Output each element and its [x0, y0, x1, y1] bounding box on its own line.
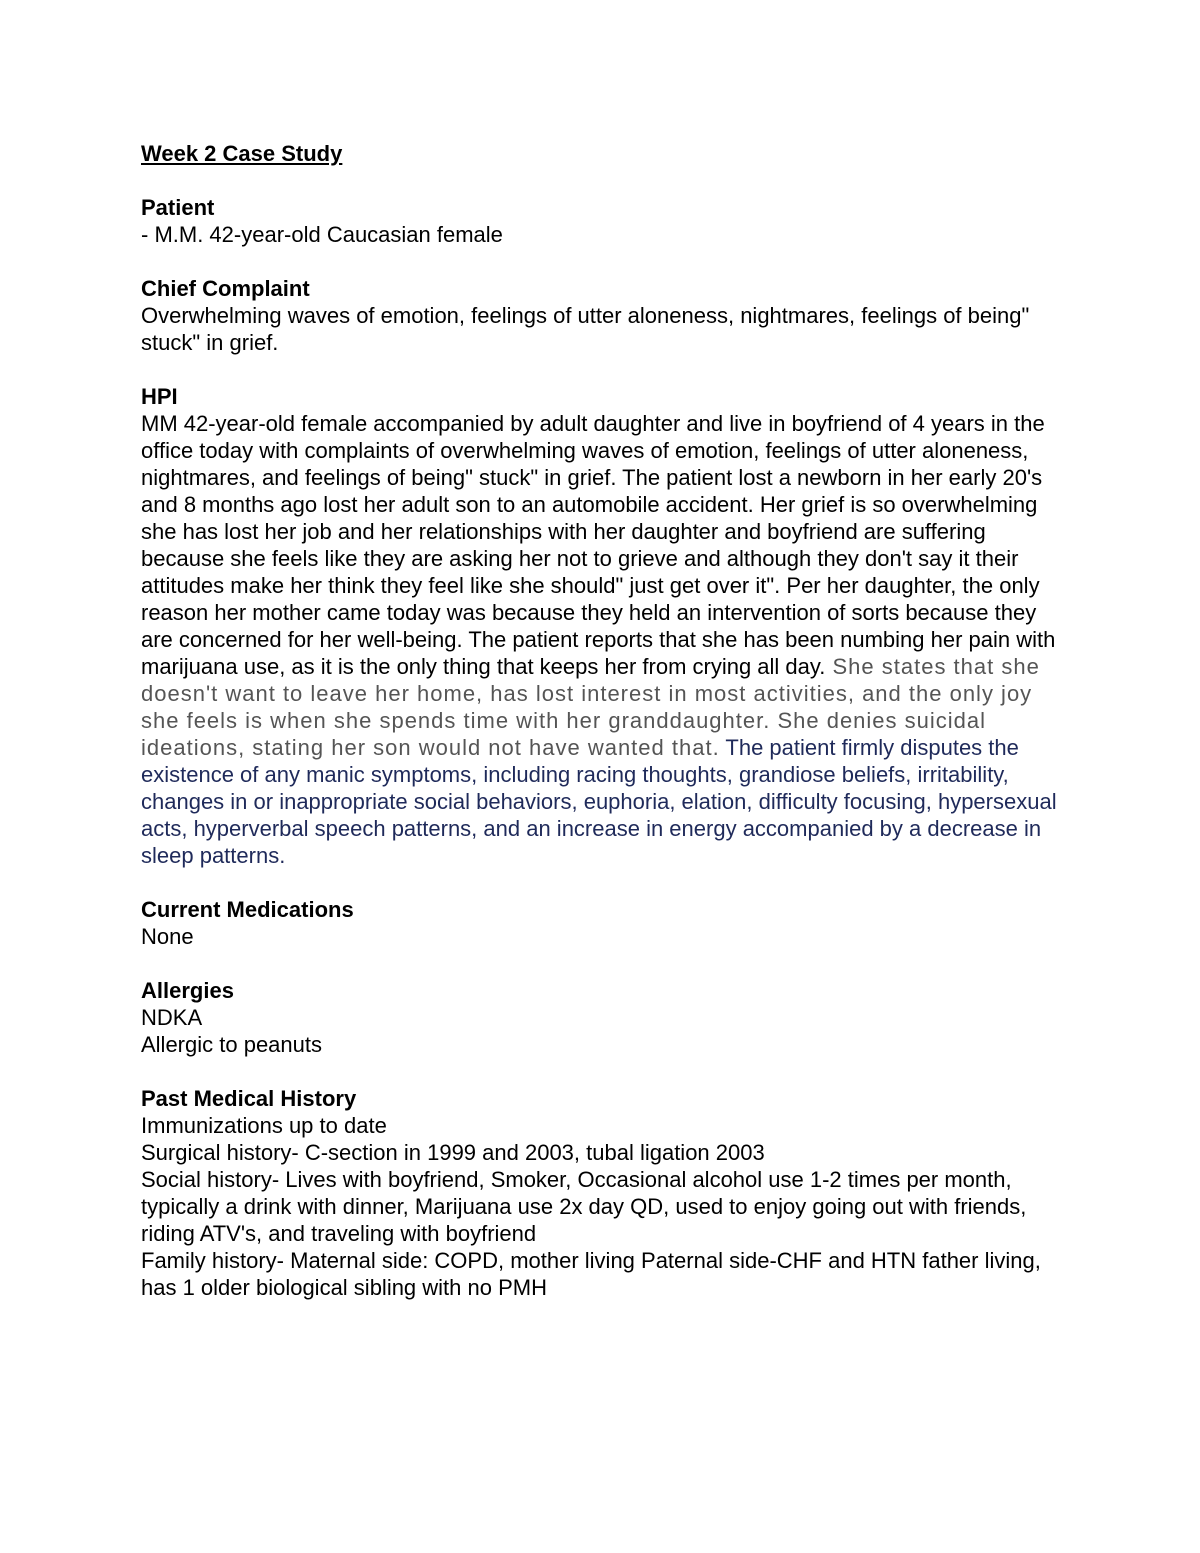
- hpi-body: [141, 410, 1071, 869]
- immunizations-line: Immunizations up to date: [141, 1113, 387, 1138]
- current-medications-section: [141, 896, 1071, 950]
- social-history-line: Social history- Lives with boyfriend, Smoker, Occasional alcohol use 1-2 times per month, typically a drink with dinner, Marijuana use 2x day QD, used to enjoy going out with friends, riding ATV's, and traveling with boyfriend: [141, 1167, 1027, 1246]
- chief-complaint-heading: Chief Complaint: [141, 276, 310, 301]
- chief-complaint-section: [141, 275, 1071, 356]
- patient-heading: Patient: [141, 195, 215, 220]
- hpi-heading: HPI: [141, 384, 178, 409]
- allergies-heading: Allergies: [141, 978, 234, 1003]
- allergies-line: Allergic to peanuts: [141, 1032, 322, 1057]
- patient-section: [141, 194, 1071, 248]
- allergies-line: NDKA: [141, 1005, 203, 1030]
- current-medications-heading: Current Medications: [141, 897, 354, 922]
- surgical-history-line: Surgical history- C-section in 1999 and 2003, tubal ligation 2003: [141, 1140, 765, 1165]
- hpi-text-main: MM 42-year-old female accompanied by adult daughter and live in boyfriend of 4 years in the office today with complaints of overwhelming waves of emotion, feelings of utter aloneness, nightmares, and feelings of being" stuck" in grief. The patient lost a newborn in her early 20's and 8 months ago lost her adult son to an automobile accident. Her grief is so overwhelming she has lost her job and her relationships with her daughter and boyfriend are suffering because she feels like they are asking her not to grieve and although they don't say it their attitudes make her think they feel like she should" just get over it". Per her daughter, the only reason her mother came today was because they held an intervention of sorts because they are concerned for her well-being. The patient reports that she has been numbing her pain with marijuana use, as it is the only thing that keeps her from crying all day.: [141, 411, 1056, 679]
- patient-line: - M.M. 42-year-old Caucasian female: [141, 222, 503, 247]
- document-title: Week 2 Case Study: [141, 141, 343, 166]
- document-page: [141, 140, 1071, 1328]
- hpi-text-blue: The patient firmly disputes the existence of any manic symptoms, including racing thoughts, grandiose beliefs, irritability, changes in or inappropriate social behaviors, euphoria, elation, difficulty focusing, hypersexual acts, hyperverbal speech patterns, and an increase in energy accompanied by a decrease in sleep patterns.: [141, 735, 1057, 868]
- current-medications-value: None: [141, 924, 194, 949]
- chief-complaint-text: Overwhelming waves of emotion, feelings of utter aloneness, nightmares, feelings of being" stuck" in grief.: [141, 303, 1030, 355]
- hpi-text-grey: She states that she doesn't want to leave her home, has lost interest in most activities, and the only joy she feels is when she spends time with her granddaughter. She denies suicidal ideations, stating her son would not have wanted that.: [141, 654, 1040, 760]
- past-medical-history-section: [141, 1085, 1071, 1301]
- past-medical-history-heading: Past Medical History: [141, 1086, 357, 1111]
- hpi-section: [141, 383, 1071, 869]
- allergies-section: [141, 977, 1071, 1058]
- family-history-line: Family history- Maternal side: COPD, mother living Paternal side-CHF and HTN father living, has 1 older biological sibling with no PMH: [141, 1248, 1041, 1300]
